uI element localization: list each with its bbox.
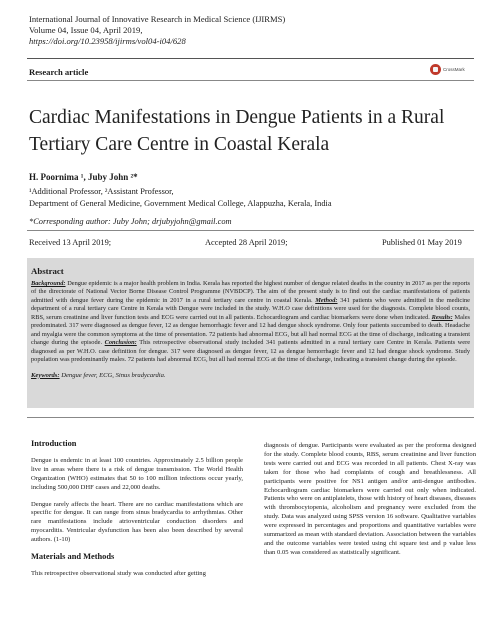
corresponding-author: *Corresponding author: Juby John; drjubyjohn@gmail.com <box>29 217 232 226</box>
method-text: 341 patients who were admitted in the medicine department of a rural tertiary care Centre in Kerala with Dengue were included in the study. W.H.O case definitions were used for the diagnosis. Complete blood counts, RBS, serum creatinine and liver function tests and ECG were carried out in all patients. Echocardiogram and cardiac biomarkers were done when indicated. <box>31 296 470 321</box>
left-column <box>31 440 243 587</box>
crossmark-label: CrossMark <box>443 67 465 72</box>
received-date: Received 13 April 2019; <box>29 238 112 247</box>
intro-paragraph-2: Dengue rarely affects the heart. There are no cardiac manifestations which are specific for dengue. It can range from sinus bradycardia to arrhythmias. Other rare manifestations include atrioventricular conduction disorders and myocarditis. Ventricular dysfunction has been also been described by several authors. (1-10) <box>31 500 243 544</box>
methods-paragraph-continued: diagnosis of dengue. Participants were evaluated as per the proforma designed for the study. Complete blood counts, RBS, serum creatinine and liver function tests were carried out and ECG was recorded in all patients. Chest X-ray was taken for those who had complaints of cough and breathlessness. All participants were positive for NS1 antigen and/or anti-dengue antibodies. Echocardiogram cardiac biomarkers were carried out only when indicated. Patients who were on antiplatelets, those with history of heart diseases, diseases with thrombocytopenia, alcoholism and pregnancy were excluded from the study. Data was analyzed using SPSS version 16 software. Qualitative variables were expressed in percentages and proportions and quantitative variables were summarized as mean with standard deviation. Association between the variables and the outcome variables were tested using chi square test and p value less than 0.05 was considered as statistically significant. <box>264 442 476 556</box>
header-divider <box>27 58 474 59</box>
right-column <box>264 442 476 566</box>
background-label: Background: <box>31 280 66 287</box>
affiliation <box>29 186 332 210</box>
intro-paragraph-1: Dengue is endemic in at least 100 countries. Approximately 2.5 billion people live in areas where there is a risk of dengue transmission. The World Health Organization (WHO) estimates that 50 to 100 million infections occur yearly, including 500,000 DHF cases and 22,000 deaths. <box>31 456 243 491</box>
type-divider <box>27 80 474 81</box>
author-divider <box>27 230 474 231</box>
methods-paragraph-1: This retrospective observational study was conducted after getting <box>31 569 206 577</box>
journal-header <box>29 14 285 47</box>
crossmark-icon <box>430 64 441 75</box>
results-text: Males predominated. 317 were diagnosed as dengue fever, 12 as dengue hemorrhagic fever and 12 had dengue shock syndrome. Only four patients succumbed to death. Headache and myalgia were the common symptoms at the time of presentation. 72 patients had abnormal ECG, but all had normal ECG at the time of discharge, indicating a transient change during the episode. <box>31 313 470 347</box>
journal-doi-link[interactable]: https://doi.org/10.23958/ijirms/vol04-i04/628 <box>29 36 186 46</box>
affiliation-line1: ¹Additional Professor, ²Assistant Professor, <box>29 187 174 196</box>
introduction-heading: Introduction <box>31 439 77 448</box>
article-type: Research article <box>29 67 89 77</box>
abstract-box <box>27 258 474 408</box>
paper-title: Cardiac Manifestations in Dengue Patients in a Rural Tertiary Care Centre in Coastal Kerala <box>29 107 445 155</box>
crossmark-logo[interactable] <box>430 64 465 75</box>
methods-heading: Materials and Methods <box>31 552 115 562</box>
journal-name: International Journal of Innovative Research in Medical Science (IJIRMS) <box>29 14 286 24</box>
conclusion-text: This retrospective observational study included 341 patients admitted in a rural tertiary care Centre in Kerala. Patients were diagnosed as per W.H.O. case definition for dengue. 317 were diagnosed as dengue fever, 12 as dengue hemorrhagic fever and 12 had dengue shock syndrome. Study population was predominantly males. 72 patients had abnormal ECG, but all had normal ECG at the time of discharge, indicating a transient change during the episode. <box>31 339 471 364</box>
abstract-text <box>31 280 470 365</box>
keywords-text: Dengue fever, ECG, Sinus bradycardia. <box>59 371 166 379</box>
keywords-label: Keywords: <box>31 371 60 379</box>
conclusion-label: Conclusion: <box>104 339 137 347</box>
published-date: Published 01 May 2019 <box>382 238 462 247</box>
keywords <box>31 372 470 380</box>
authors: H. Poornima ¹, Juby John ²* <box>29 172 138 182</box>
method-label: Method: <box>315 296 338 304</box>
abstract-divider <box>27 417 474 418</box>
background-text: Dengue epidemic is a major health problem in India. Kerala has reported the highest number of dengue related deaths in the country in 2017 as per the reports of the directorate of National Vector Borne Disease Control Programme (NVBDCP). The aim of the present study is to find out the cardiac manifestations of patients admitted with dengue fever during the epidemic in 2017 in a rural tertiary care centre in coastal Kerala. <box>31 280 470 304</box>
journal-volume: Volume 04, Issue 04, April 2019, <box>29 25 143 35</box>
affiliation-line2: Department of General Medicine, Government Medical College, Alappuzha, Kerala, India <box>29 199 332 208</box>
results-label: Results: <box>431 313 453 321</box>
accepted-date: Accepted 28 April 2019; <box>205 238 288 247</box>
abstract-heading: Abstract <box>31 266 64 276</box>
